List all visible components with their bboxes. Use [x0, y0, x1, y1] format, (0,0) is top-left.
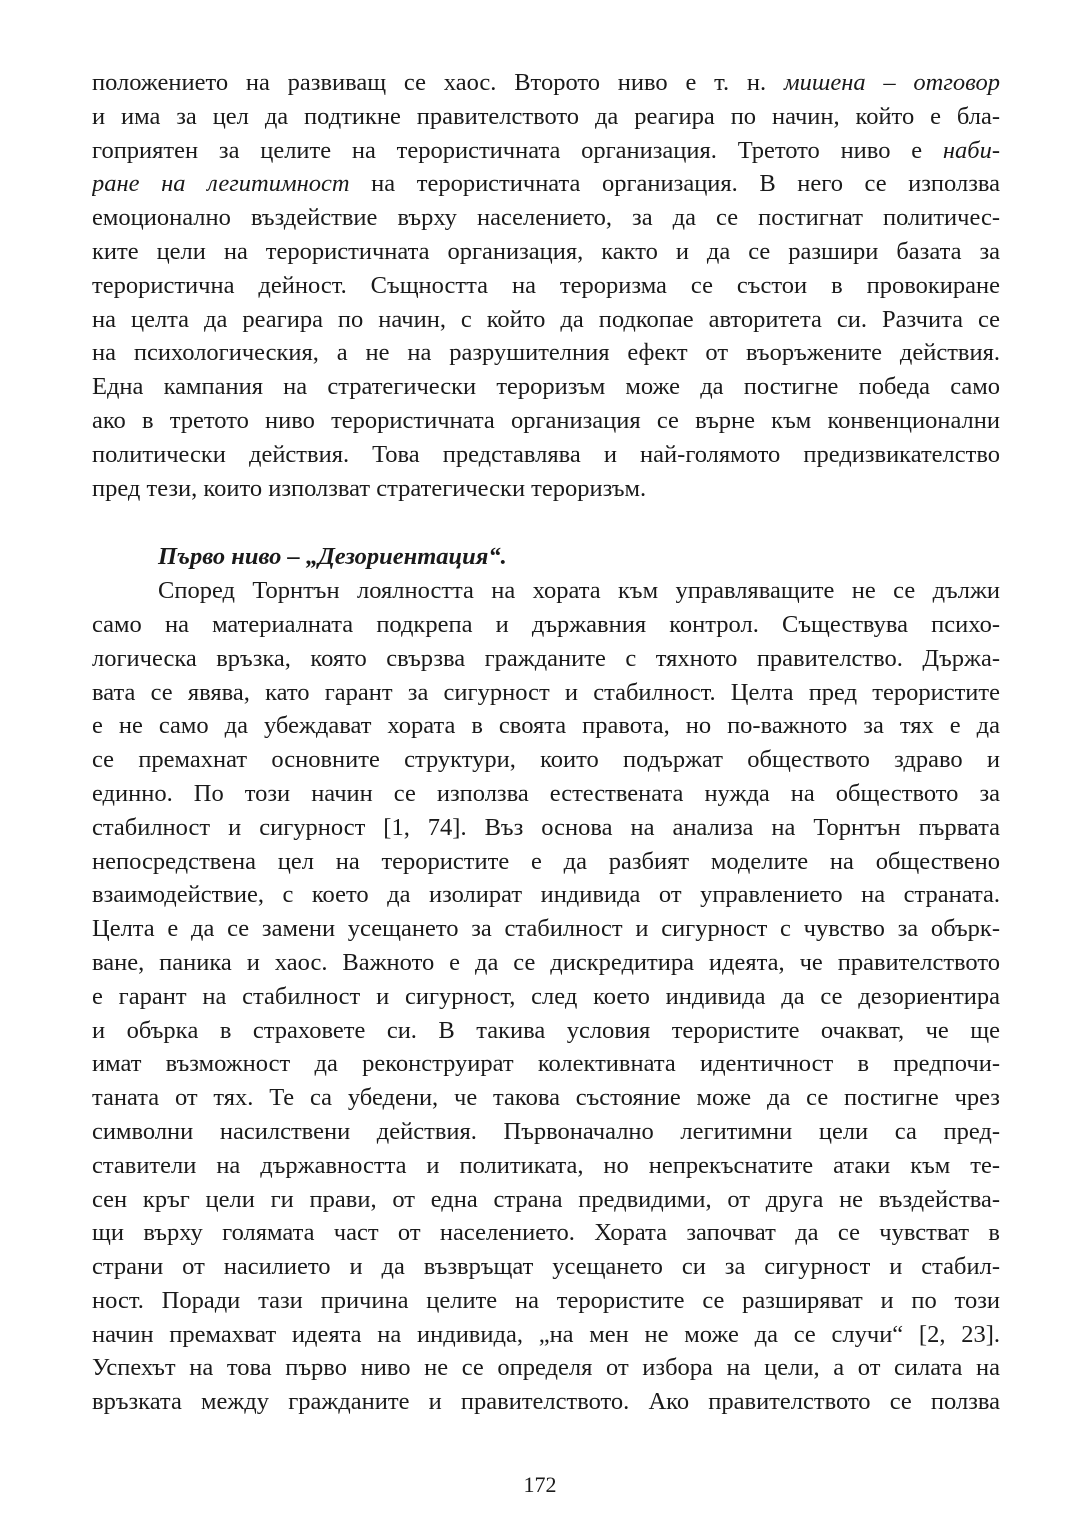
text-line [92, 912, 1000, 946]
text-run: символни насилствени действия. Първоначално легитимни цели са пред- [92, 1117, 1000, 1145]
text-line [92, 946, 1000, 980]
text-line [92, 574, 1000, 608]
text-line [92, 100, 1000, 134]
text-line [92, 676, 1000, 710]
text-line [92, 303, 1000, 337]
italic-term: наби- [942, 136, 1000, 164]
text-run: таната от тях. Те са убедени, че такова състояние може да се постигне чрез [92, 1084, 1000, 1112]
text-run: положението на развиващ се хаос. Второто ниво е т. н. [92, 69, 784, 96]
text-run: сен кръг цели ги прави, от една страна предвидими, от друга не въздейства- [92, 1185, 1000, 1213]
text-run: Успехът на това първо ниво не се определя от избора на цели, а от силата на [92, 1354, 1000, 1382]
text-run: политически действия. Това представлява и най-голямото предизвикателство [92, 440, 1000, 468]
text-run: Целта е да се замени усещането за стабилност и сигурност с чувство за обърк- [92, 915, 1000, 943]
text-line [92, 235, 1000, 269]
text-run: взаимодействие, с което да изолират индивида от управлението на страната. [92, 881, 1000, 909]
text-run: емоционално въздействие върху населението, за да се постигнат политичес- [92, 204, 1000, 232]
text-run: ако в третото ниво терористичната организация се върне към конвенционални [92, 406, 1000, 434]
paragraph-gap [92, 505, 1000, 540]
paragraph-intro [92, 66, 1000, 505]
text-run: логическа връзка, която свързва гражданите с тяхното правителство. Държа- [92, 644, 1000, 672]
text-line [92, 269, 1000, 303]
italic-term: ране на легитимност [92, 170, 350, 198]
text-line [92, 134, 1000, 168]
text-line [92, 66, 1000, 100]
text-line [92, 777, 1000, 811]
text-run: ставители на държавността и политиката, но непрекъснатите атаки към те- [92, 1151, 1000, 1179]
text-run: единно. По този начин се използва естествената нужда на обществото за [92, 779, 1000, 807]
text-line [92, 743, 1000, 777]
text-run: и има за цел да подтикне правителството да реагира по начин, който е бла- [92, 102, 1000, 130]
text-run: начин премахват идеята на индивида, „на мен не може да се случи“ [2, 23]. [92, 1320, 1000, 1348]
text-run: Според Торнтън лоялността на хората към управляващите не се дължи [158, 577, 1000, 605]
text-line [92, 404, 1000, 438]
text-line [92, 1081, 1000, 1115]
text-line [92, 1047, 1000, 1081]
text-line [92, 370, 1000, 404]
text-line [92, 845, 1000, 879]
text-run: само на материалната подкрепа и държавния контрол. Съществува психо- [92, 610, 1000, 638]
text-line [92, 1014, 1000, 1048]
text-run: се премахнат основните структури, които подържат обществото здраво и [92, 746, 1000, 774]
section-heading: Първо ниво – „Дезориентация“. [158, 543, 507, 571]
text-line [92, 472, 1000, 506]
text-line [92, 980, 1000, 1014]
text-line [92, 1284, 1000, 1318]
body-text [92, 66, 1000, 1419]
text-run: на терористичната организация. В него се използва [349, 170, 1000, 198]
text-run: Една кампания на стратегически тероризъм може да постигне победа само [92, 373, 1000, 401]
text-line [92, 811, 1000, 845]
text-line [92, 1318, 1000, 1352]
text-run: стабилност и сигурност [1, 74]. Въз основа на анализа на Торнтън първата [92, 813, 1000, 841]
text-run: връзката между гражданите и правителството. Ако правителството се ползва [92, 1388, 1000, 1416]
text-run: на целта да реагира по начин, с който да подкопае авторитета си. Разчита се [92, 305, 1000, 333]
text-line [92, 1351, 1000, 1385]
paragraph-main [92, 574, 1000, 1419]
text-line [92, 1216, 1000, 1250]
text-run: е не само да убеждават хората в своята правота, но по-важното за тях е да [92, 712, 1000, 740]
text-line [92, 1385, 1000, 1419]
text-line [92, 608, 1000, 642]
text-line [92, 1149, 1000, 1183]
italic-term: мишена – отговор [783, 69, 1000, 96]
text-line [92, 1250, 1000, 1284]
text-run: страни от насилието и да възвръщат усещането си за сигурност и стабил- [92, 1253, 1000, 1281]
text-line [92, 1115, 1000, 1149]
text-run: непосредствена цел на терористите е да разбият моделите на обществено [92, 847, 1000, 875]
text-run: и объркa в страховете си. В такива условия терористите очакват, че ще [92, 1016, 1000, 1044]
text-run: вата се явява, като гарант за сигурност и стабилност. Целта пред терористите [92, 678, 1000, 706]
text-run: на психологическия, а не на разрушителния ефект от въоръжените действия. [92, 339, 1000, 367]
text-line [92, 878, 1000, 912]
text-line [92, 201, 1000, 235]
text-line [92, 167, 1000, 201]
text-run: ност. Поради тази причина целите на терористите се разширяват и по този [92, 1286, 1000, 1314]
text-run: щи върху голямата част от населението. Хората започват да се чувстват в [92, 1219, 1000, 1247]
text-run: е гарант на стабилност и сигурност, след което индивида да се дезориентира [92, 982, 1000, 1010]
text-run: гоприятен за целите на терористичната организация. Третото ниво е [92, 136, 943, 164]
text-line [92, 709, 1000, 743]
text-line [92, 336, 1000, 370]
text-run: ване, паника и хаос. Важното е да се дискредитира идеята, че правителството [92, 948, 1000, 976]
text-line [92, 642, 1000, 676]
text-run: терористична дейност. Същността на тероризма се състои в провокиране [92, 271, 1000, 299]
text-run: пред тези, които използват стратегически тероризъм. [92, 474, 647, 502]
text-line [92, 1183, 1000, 1217]
text-line [92, 438, 1000, 472]
page-number: 172 [523, 1472, 557, 1497]
text-run: ките цели на терористичната организация, както и да се разшири базата за [92, 237, 1000, 265]
text-run: имат възможност да реконструират колективната идентичност в предпочи- [92, 1050, 1000, 1078]
